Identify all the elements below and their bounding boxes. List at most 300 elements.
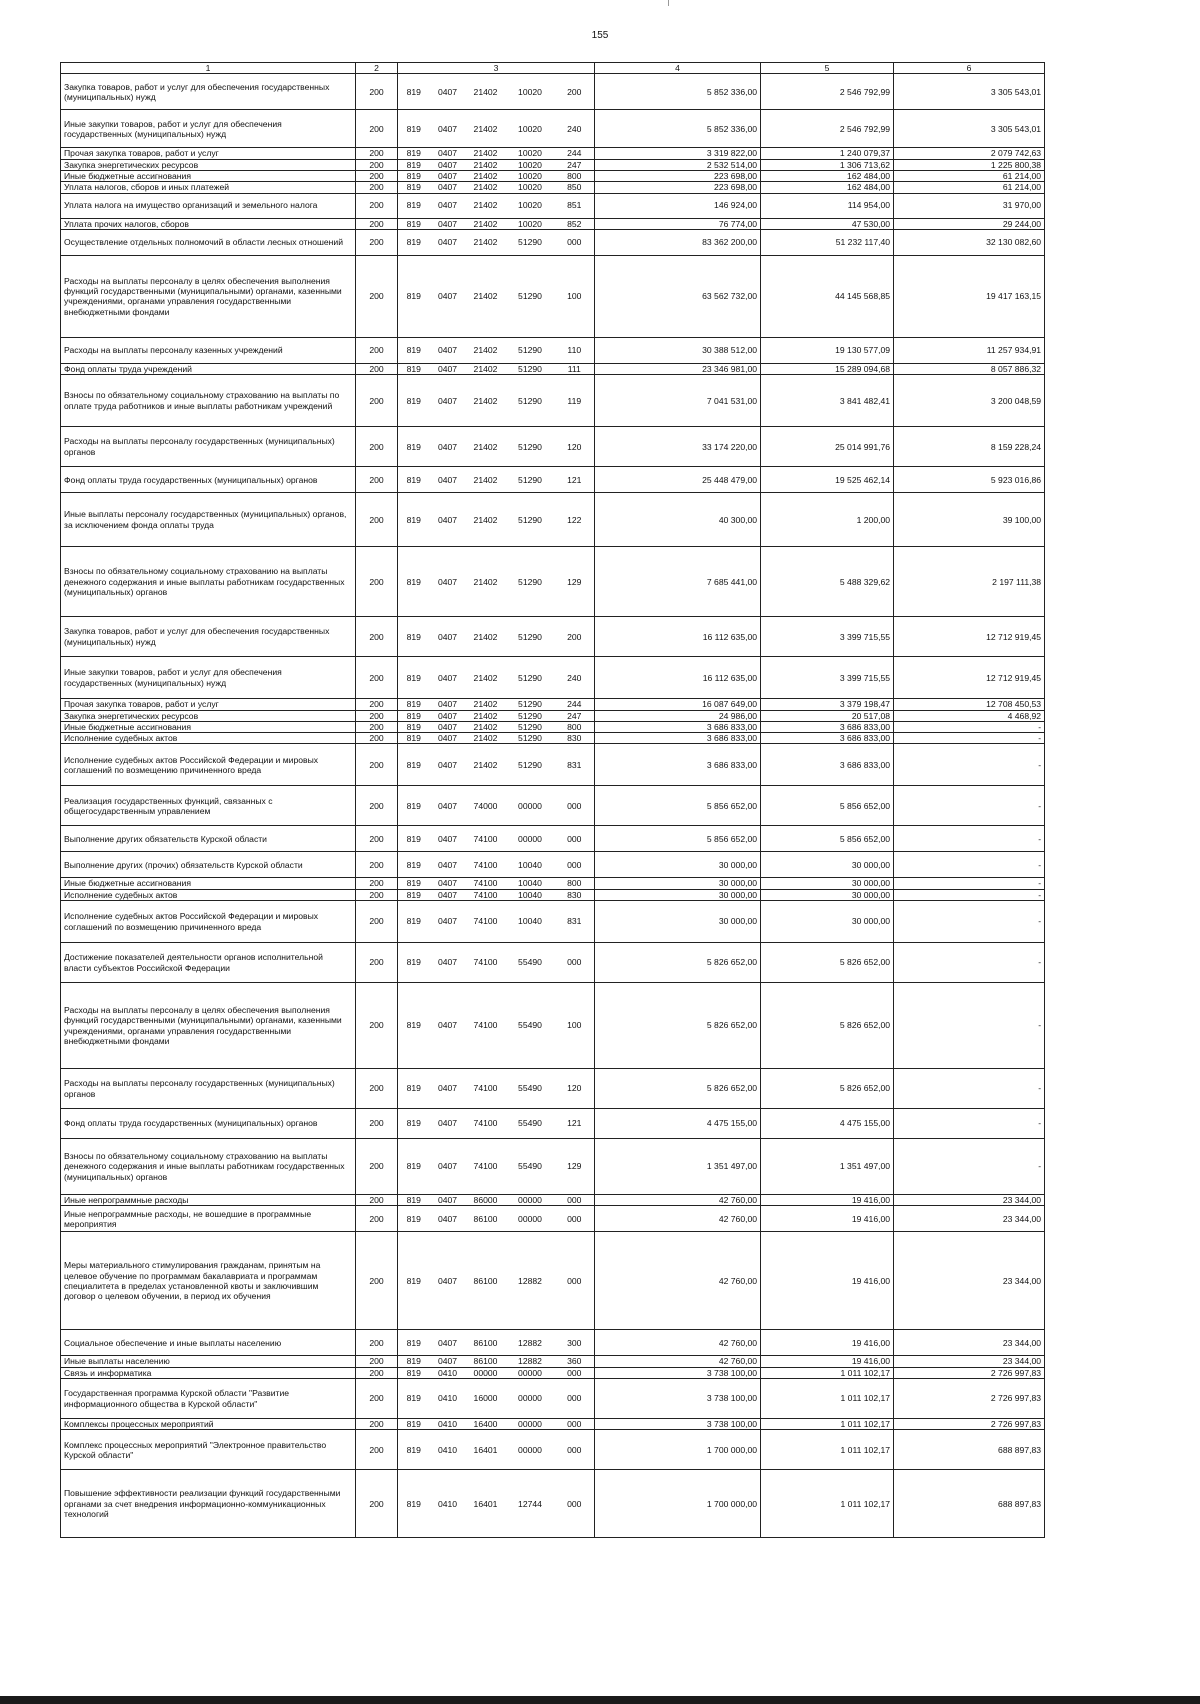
row-name: Расходы на выплаты персоналу в целях обеспечения выполнения функций государственными (муниципальными) органами, казенными учреждениями, органами управления государственными внебюджетными фондами — [61, 983, 356, 1069]
row-amount: 2 726 997,83 — [894, 1367, 1045, 1378]
row-amount: 5 856 652,00 — [761, 786, 894, 826]
row-amount: - — [894, 852, 1045, 878]
row-amount: 8 057 886,32 — [894, 363, 1045, 374]
row-code: 200 — [356, 943, 398, 983]
row-amount: 5 826 652,00 — [761, 943, 894, 983]
table-row — [61, 337, 1045, 363]
row-code: 819 — [398, 363, 430, 374]
row-amount: 19 525 462,14 — [761, 467, 894, 493]
row-name: Осуществление отдельных полномочий в области лесных отношений — [61, 229, 356, 255]
row-code: 0407 — [430, 337, 466, 363]
column-header: 4 — [595, 63, 761, 74]
row-code: 0407 — [430, 657, 466, 699]
row-name: Уплата прочих налогов, сборов — [61, 218, 356, 229]
row-name: Иные закупки товаров, работ и услуг для обеспечения государственных (муниципальных) нужд — [61, 110, 356, 148]
row-code: 55490 — [506, 1139, 555, 1195]
row-code: 200 — [356, 547, 398, 617]
row-amount: 5 856 652,00 — [595, 786, 761, 826]
table-row — [61, 74, 1045, 110]
row-code: 86100 — [466, 1206, 506, 1232]
row-code: 100 — [555, 255, 595, 337]
row-amount: 1 240 079,37 — [761, 148, 894, 159]
row-code: 74100 — [466, 878, 506, 889]
row-code: 000 — [555, 852, 595, 878]
row-code: 0410 — [430, 1419, 466, 1430]
row-code: 12882 — [506, 1330, 555, 1356]
table-row — [61, 826, 1045, 852]
row-amount: 19 416,00 — [761, 1330, 894, 1356]
row-code: 200 — [356, 617, 398, 657]
row-amount: 162 484,00 — [761, 170, 894, 181]
row-code: 51290 — [506, 657, 555, 699]
row-code: 0407 — [430, 786, 466, 826]
row-code: 0407 — [430, 617, 466, 657]
row-code: 200 — [356, 1356, 398, 1367]
row-code: 200 — [356, 710, 398, 721]
row-amount: 223 698,00 — [595, 182, 761, 193]
row-amount: 30 000,00 — [595, 852, 761, 878]
row-name: Достижение показателей деятельности органов исполнительной власти субъектов Российской Федерации — [61, 943, 356, 983]
row-code: 16401 — [466, 1470, 506, 1538]
row-code: 0407 — [430, 826, 466, 852]
row-amount: 51 232 117,40 — [761, 229, 894, 255]
row-code: 86100 — [466, 1232, 506, 1330]
row-code: 000 — [555, 1206, 595, 1232]
row-amount: 3 841 482,41 — [761, 375, 894, 427]
row-amount: 4 475 155,00 — [595, 1109, 761, 1139]
row-amount: 3 379 198,47 — [761, 699, 894, 710]
row-code: 00000 — [506, 1419, 555, 1430]
row-code: 000 — [555, 229, 595, 255]
row-code: 200 — [356, 1109, 398, 1139]
row-amount: 32 130 082,60 — [894, 229, 1045, 255]
column-header: 5 — [761, 63, 894, 74]
row-amount: 223 698,00 — [595, 170, 761, 181]
row-code: 51290 — [506, 733, 555, 744]
row-code: 10020 — [506, 110, 555, 148]
row-code: 200 — [356, 1139, 398, 1195]
row-code: 360 — [555, 1356, 595, 1367]
table-row — [61, 878, 1045, 889]
row-amount: 5 856 652,00 — [761, 826, 894, 852]
row-amount: 16 112 635,00 — [595, 617, 761, 657]
row-code: 74100 — [466, 1109, 506, 1139]
table-row — [61, 733, 1045, 744]
row-name: Закупка товаров, работ и услуг для обеспечения государственных (муниципальных) нужд — [61, 74, 356, 110]
row-code: 74100 — [466, 901, 506, 943]
row-code: 240 — [555, 657, 595, 699]
row-code: 200 — [356, 1330, 398, 1356]
row-amount: 63 562 732,00 — [595, 255, 761, 337]
row-code: 74000 — [466, 786, 506, 826]
row-amount: - — [894, 1109, 1045, 1139]
row-code: 200 — [356, 878, 398, 889]
row-amount: 30 000,00 — [595, 889, 761, 900]
row-code: 21402 — [466, 744, 506, 786]
row-code: 0407 — [430, 148, 466, 159]
scan-edge — [0, 1696, 1200, 1704]
row-code: 0407 — [430, 1109, 466, 1139]
row-code: 0407 — [430, 889, 466, 900]
row-amount: 30 000,00 — [761, 852, 894, 878]
row-amount: 1 011 102,17 — [761, 1419, 894, 1430]
row-code: 200 — [356, 467, 398, 493]
row-code: 819 — [398, 182, 430, 193]
row-code: 0407 — [430, 1195, 466, 1206]
row-code: 21402 — [466, 159, 506, 170]
row-code: 819 — [398, 467, 430, 493]
row-name: Иные непрограммные расходы — [61, 1195, 356, 1206]
row-code: 0407 — [430, 74, 466, 110]
row-name: Иные выплаты населению — [61, 1356, 356, 1367]
table-row — [61, 1139, 1045, 1195]
row-amount: 31 970,00 — [894, 193, 1045, 218]
row-code: 819 — [398, 1069, 430, 1109]
row-code: 819 — [398, 852, 430, 878]
row-name: Иные бюджетные ассигнования — [61, 170, 356, 181]
row-code: 51290 — [506, 375, 555, 427]
column-number-row — [61, 63, 1045, 74]
row-code: 12744 — [506, 1470, 555, 1538]
row-amount: - — [894, 826, 1045, 852]
row-code: 55490 — [506, 1069, 555, 1109]
row-code: 200 — [356, 852, 398, 878]
table-row — [61, 182, 1045, 193]
row-code: 819 — [398, 547, 430, 617]
table-row — [61, 852, 1045, 878]
row-amount: 20 517,08 — [761, 710, 894, 721]
table-row — [61, 1069, 1045, 1109]
row-code: 21402 — [466, 699, 506, 710]
row-code: 0407 — [430, 983, 466, 1069]
row-name: Уплата налога на имущество организаций и земельного налога — [61, 193, 356, 218]
row-code: 74100 — [466, 983, 506, 1069]
row-amount: 29 244,00 — [894, 218, 1045, 229]
row-code: 21402 — [466, 733, 506, 744]
row-code: 0407 — [430, 878, 466, 889]
table-row — [61, 1195, 1045, 1206]
row-amount: - — [894, 721, 1045, 732]
row-code: 0407 — [430, 901, 466, 943]
row-amount: - — [894, 1139, 1045, 1195]
row-code: 21402 — [466, 182, 506, 193]
row-code: 51290 — [506, 229, 555, 255]
row-amount: 30 000,00 — [761, 889, 894, 900]
row-amount: 42 760,00 — [595, 1206, 761, 1232]
row-amount: 4 468,92 — [894, 710, 1045, 721]
row-code: 831 — [555, 744, 595, 786]
row-code: 21402 — [466, 710, 506, 721]
row-name: Взносы по обязательному социальному страхованию на выплаты денежного содержания и иные выплаты работникам государственных (муниципальных) органов — [61, 547, 356, 617]
row-code: 819 — [398, 1232, 430, 1330]
row-amount: 1 011 102,17 — [761, 1470, 894, 1538]
row-amount: 61 214,00 — [894, 170, 1045, 181]
row-amount: 16 087 649,00 — [595, 699, 761, 710]
row-amount: 1 011 102,17 — [761, 1430, 894, 1470]
row-amount: 146 924,00 — [595, 193, 761, 218]
row-amount: 5 826 652,00 — [595, 1069, 761, 1109]
row-amount: 3 305 543,01 — [894, 110, 1045, 148]
row-code: 800 — [555, 170, 595, 181]
table-row — [61, 721, 1045, 732]
row-code: 21402 — [466, 363, 506, 374]
row-amount: - — [894, 744, 1045, 786]
row-code: 74100 — [466, 889, 506, 900]
row-amount: 5 856 652,00 — [595, 826, 761, 852]
row-code: 830 — [555, 889, 595, 900]
row-code: 819 — [398, 1330, 430, 1356]
row-name: Государственная программа Курской области "Развитие информационного общества в Курской области" — [61, 1379, 356, 1419]
row-amount: 5 826 652,00 — [595, 943, 761, 983]
table-row — [61, 943, 1045, 983]
row-code: 200 — [356, 901, 398, 943]
row-amount: 19 130 577,09 — [761, 337, 894, 363]
row-amount: 7 685 441,00 — [595, 547, 761, 617]
row-code: 120 — [555, 427, 595, 467]
row-code: 819 — [398, 1109, 430, 1139]
table-row — [61, 1232, 1045, 1330]
row-code: 819 — [398, 193, 430, 218]
row-code: 000 — [555, 1367, 595, 1378]
row-code: 819 — [398, 375, 430, 427]
budget-table — [60, 62, 1045, 1538]
row-name: Комплексы процессных мероприятий — [61, 1419, 356, 1430]
row-code: 10040 — [506, 901, 555, 943]
row-name: Взносы по обязательному социальному страхованию на выплаты денежного содержания и иные выплаты работникам государственных (муниципальных) органов — [61, 1139, 356, 1195]
row-code: 00000 — [506, 1367, 555, 1378]
row-code: 819 — [398, 889, 430, 900]
table-row — [61, 657, 1045, 699]
row-name: Исполнение судебных актов Российской Федерации и мировых соглашений по возмещению причиненного вреда — [61, 901, 356, 943]
row-name: Иные бюджетные ассигнования — [61, 878, 356, 889]
row-code: 819 — [398, 733, 430, 744]
row-code: 21402 — [466, 467, 506, 493]
row-code: 819 — [398, 1470, 430, 1538]
row-code: 819 — [398, 255, 430, 337]
row-code: 16400 — [466, 1419, 506, 1430]
row-code: 200 — [356, 148, 398, 159]
row-amount: 2 532 514,00 — [595, 159, 761, 170]
row-code: 200 — [356, 733, 398, 744]
row-code: 0407 — [430, 744, 466, 786]
row-code: 16401 — [466, 1430, 506, 1470]
row-code: 819 — [398, 337, 430, 363]
row-amount: 3 319 822,00 — [595, 148, 761, 159]
row-amount: 1 200,00 — [761, 493, 894, 547]
row-code: 21402 — [466, 427, 506, 467]
row-name: Закупка энергетических ресурсов — [61, 710, 356, 721]
row-amount: - — [894, 786, 1045, 826]
row-code: 51290 — [506, 617, 555, 657]
row-code: 200 — [356, 1430, 398, 1470]
row-code: 244 — [555, 148, 595, 159]
row-amount: 47 530,00 — [761, 218, 894, 229]
row-amount: 15 289 094,68 — [761, 363, 894, 374]
table-row — [61, 1430, 1045, 1470]
row-code: 51290 — [506, 699, 555, 710]
row-amount: 23 346 981,00 — [595, 363, 761, 374]
row-code: 55490 — [506, 983, 555, 1069]
row-name: Прочая закупка товаров, работ и услуг — [61, 699, 356, 710]
row-code: 21402 — [466, 493, 506, 547]
row-amount: 5 923 016,86 — [894, 467, 1045, 493]
table-row — [61, 1330, 1045, 1356]
row-name: Реализация государственных функций, связанных с общегосударственным управлением — [61, 786, 356, 826]
row-code: 819 — [398, 74, 430, 110]
row-code: 819 — [398, 721, 430, 732]
row-code: 86100 — [466, 1356, 506, 1367]
row-code: 850 — [555, 182, 595, 193]
row-code: 244 — [555, 699, 595, 710]
row-code: 0407 — [430, 710, 466, 721]
row-code: 74100 — [466, 943, 506, 983]
row-code: 200 — [356, 493, 398, 547]
row-name: Иные бюджетные ассигнования — [61, 721, 356, 732]
row-amount: 1 351 497,00 — [595, 1139, 761, 1195]
row-code: 21402 — [466, 657, 506, 699]
row-code: 0407 — [430, 375, 466, 427]
row-amount: 2 546 792,99 — [761, 74, 894, 110]
row-code: 852 — [555, 218, 595, 229]
row-name: Иные выплаты персоналу государственных (муниципальных) органов, за исключением фонда оплаты труда — [61, 493, 356, 547]
row-code: 21402 — [466, 721, 506, 732]
row-code: 10020 — [506, 170, 555, 181]
row-code: 819 — [398, 493, 430, 547]
row-code: 51290 — [506, 493, 555, 547]
row-amount: 5 488 329,62 — [761, 547, 894, 617]
row-code: 120 — [555, 1069, 595, 1109]
row-name: Выполнение других обязательств Курской области — [61, 826, 356, 852]
row-amount: 5 852 336,00 — [595, 74, 761, 110]
row-code: 200 — [356, 337, 398, 363]
row-amount: 3 399 715,55 — [761, 617, 894, 657]
row-code: 000 — [555, 786, 595, 826]
row-amount: 3 738 100,00 — [595, 1367, 761, 1378]
row-amount: 19 416,00 — [761, 1232, 894, 1330]
column-header: 6 — [894, 63, 1045, 74]
table-row — [61, 110, 1045, 148]
row-code: 819 — [398, 218, 430, 229]
row-code: 0407 — [430, 1356, 466, 1367]
row-code: 10040 — [506, 878, 555, 889]
row-code: 10020 — [506, 159, 555, 170]
row-amount: 3 305 543,01 — [894, 74, 1045, 110]
row-code: 200 — [356, 983, 398, 1069]
row-code: 000 — [555, 1379, 595, 1419]
row-code: 819 — [398, 170, 430, 181]
row-code: 00000 — [506, 826, 555, 852]
row-amount: 11 257 934,91 — [894, 337, 1045, 363]
table-row — [61, 1470, 1045, 1538]
row-name: Расходы на выплаты персоналу в целях обеспечения выполнения функций государственными (муниципальными) органами, казенными учреждениями, органами управления государственными внебюджетными фондами — [61, 255, 356, 337]
row-code: 200 — [356, 1069, 398, 1109]
row-amount: 19 416,00 — [761, 1195, 894, 1206]
row-name: Связь и информатика — [61, 1367, 356, 1378]
row-code: 200 — [356, 193, 398, 218]
row-code: 0407 — [430, 1232, 466, 1330]
row-code: 819 — [398, 943, 430, 983]
row-code: 0407 — [430, 699, 466, 710]
row-code: 819 — [398, 983, 430, 1069]
row-code: 200 — [356, 182, 398, 193]
row-code: 21402 — [466, 148, 506, 159]
row-amount: 2 546 792,99 — [761, 110, 894, 148]
row-code: 819 — [398, 744, 430, 786]
row-amount: 30 388 512,00 — [595, 337, 761, 363]
row-code: 247 — [555, 710, 595, 721]
row-code: 0407 — [430, 110, 466, 148]
row-code: 200 — [356, 1367, 398, 1378]
row-code: 21402 — [466, 110, 506, 148]
row-amount: 33 174 220,00 — [595, 427, 761, 467]
row-name: Расходы на выплаты персоналу государственных (муниципальных) органов — [61, 1069, 356, 1109]
row-code: 16000 — [466, 1379, 506, 1419]
row-code: 200 — [356, 1206, 398, 1232]
row-code: 819 — [398, 826, 430, 852]
row-code: 0407 — [430, 229, 466, 255]
row-code: 200 — [356, 1419, 398, 1430]
row-code: 200 — [356, 229, 398, 255]
row-amount: 4 475 155,00 — [761, 1109, 894, 1139]
row-code: 819 — [398, 427, 430, 467]
row-code: 10040 — [506, 889, 555, 900]
row-amount: 23 344,00 — [894, 1330, 1045, 1356]
table-row — [61, 901, 1045, 943]
row-code: 000 — [555, 1470, 595, 1538]
row-code: 55490 — [506, 1109, 555, 1139]
table-row — [61, 375, 1045, 427]
row-amount: 5 852 336,00 — [595, 110, 761, 148]
row-code: 21402 — [466, 617, 506, 657]
table-row — [61, 229, 1045, 255]
row-code: 10020 — [506, 148, 555, 159]
row-amount: 42 760,00 — [595, 1356, 761, 1367]
column-header: 1 — [61, 63, 356, 74]
row-code: 55490 — [506, 943, 555, 983]
row-amount: - — [894, 943, 1045, 983]
row-name: Уплата налогов, сборов и иных платежей — [61, 182, 356, 193]
row-code: 74100 — [466, 1139, 506, 1195]
row-code: 819 — [398, 699, 430, 710]
row-code: 0407 — [430, 159, 466, 170]
table-body — [61, 74, 1045, 1538]
row-code: 0407 — [430, 467, 466, 493]
table-row — [61, 159, 1045, 170]
row-code: 10020 — [506, 74, 555, 110]
row-code: 200 — [356, 427, 398, 467]
row-amount: - — [894, 878, 1045, 889]
row-amount: 61 214,00 — [894, 182, 1045, 193]
row-amount: - — [894, 901, 1045, 943]
table-row — [61, 148, 1045, 159]
table-row — [61, 218, 1045, 229]
row-code: 21402 — [466, 547, 506, 617]
row-amount: 16 112 635,00 — [595, 657, 761, 699]
row-code: 200 — [356, 721, 398, 732]
table-row — [61, 786, 1045, 826]
row-code: 819 — [398, 657, 430, 699]
row-amount: 76 774,00 — [595, 218, 761, 229]
row-code: 0407 — [430, 1139, 466, 1195]
row-code: 000 — [555, 1195, 595, 1206]
row-code: 51290 — [506, 427, 555, 467]
row-code: 200 — [356, 1232, 398, 1330]
row-code: 200 — [356, 657, 398, 699]
row-amount: 1 011 102,17 — [761, 1379, 894, 1419]
row-code: 51290 — [506, 547, 555, 617]
row-amount: 1 011 102,17 — [761, 1367, 894, 1378]
row-code: 51290 — [506, 744, 555, 786]
